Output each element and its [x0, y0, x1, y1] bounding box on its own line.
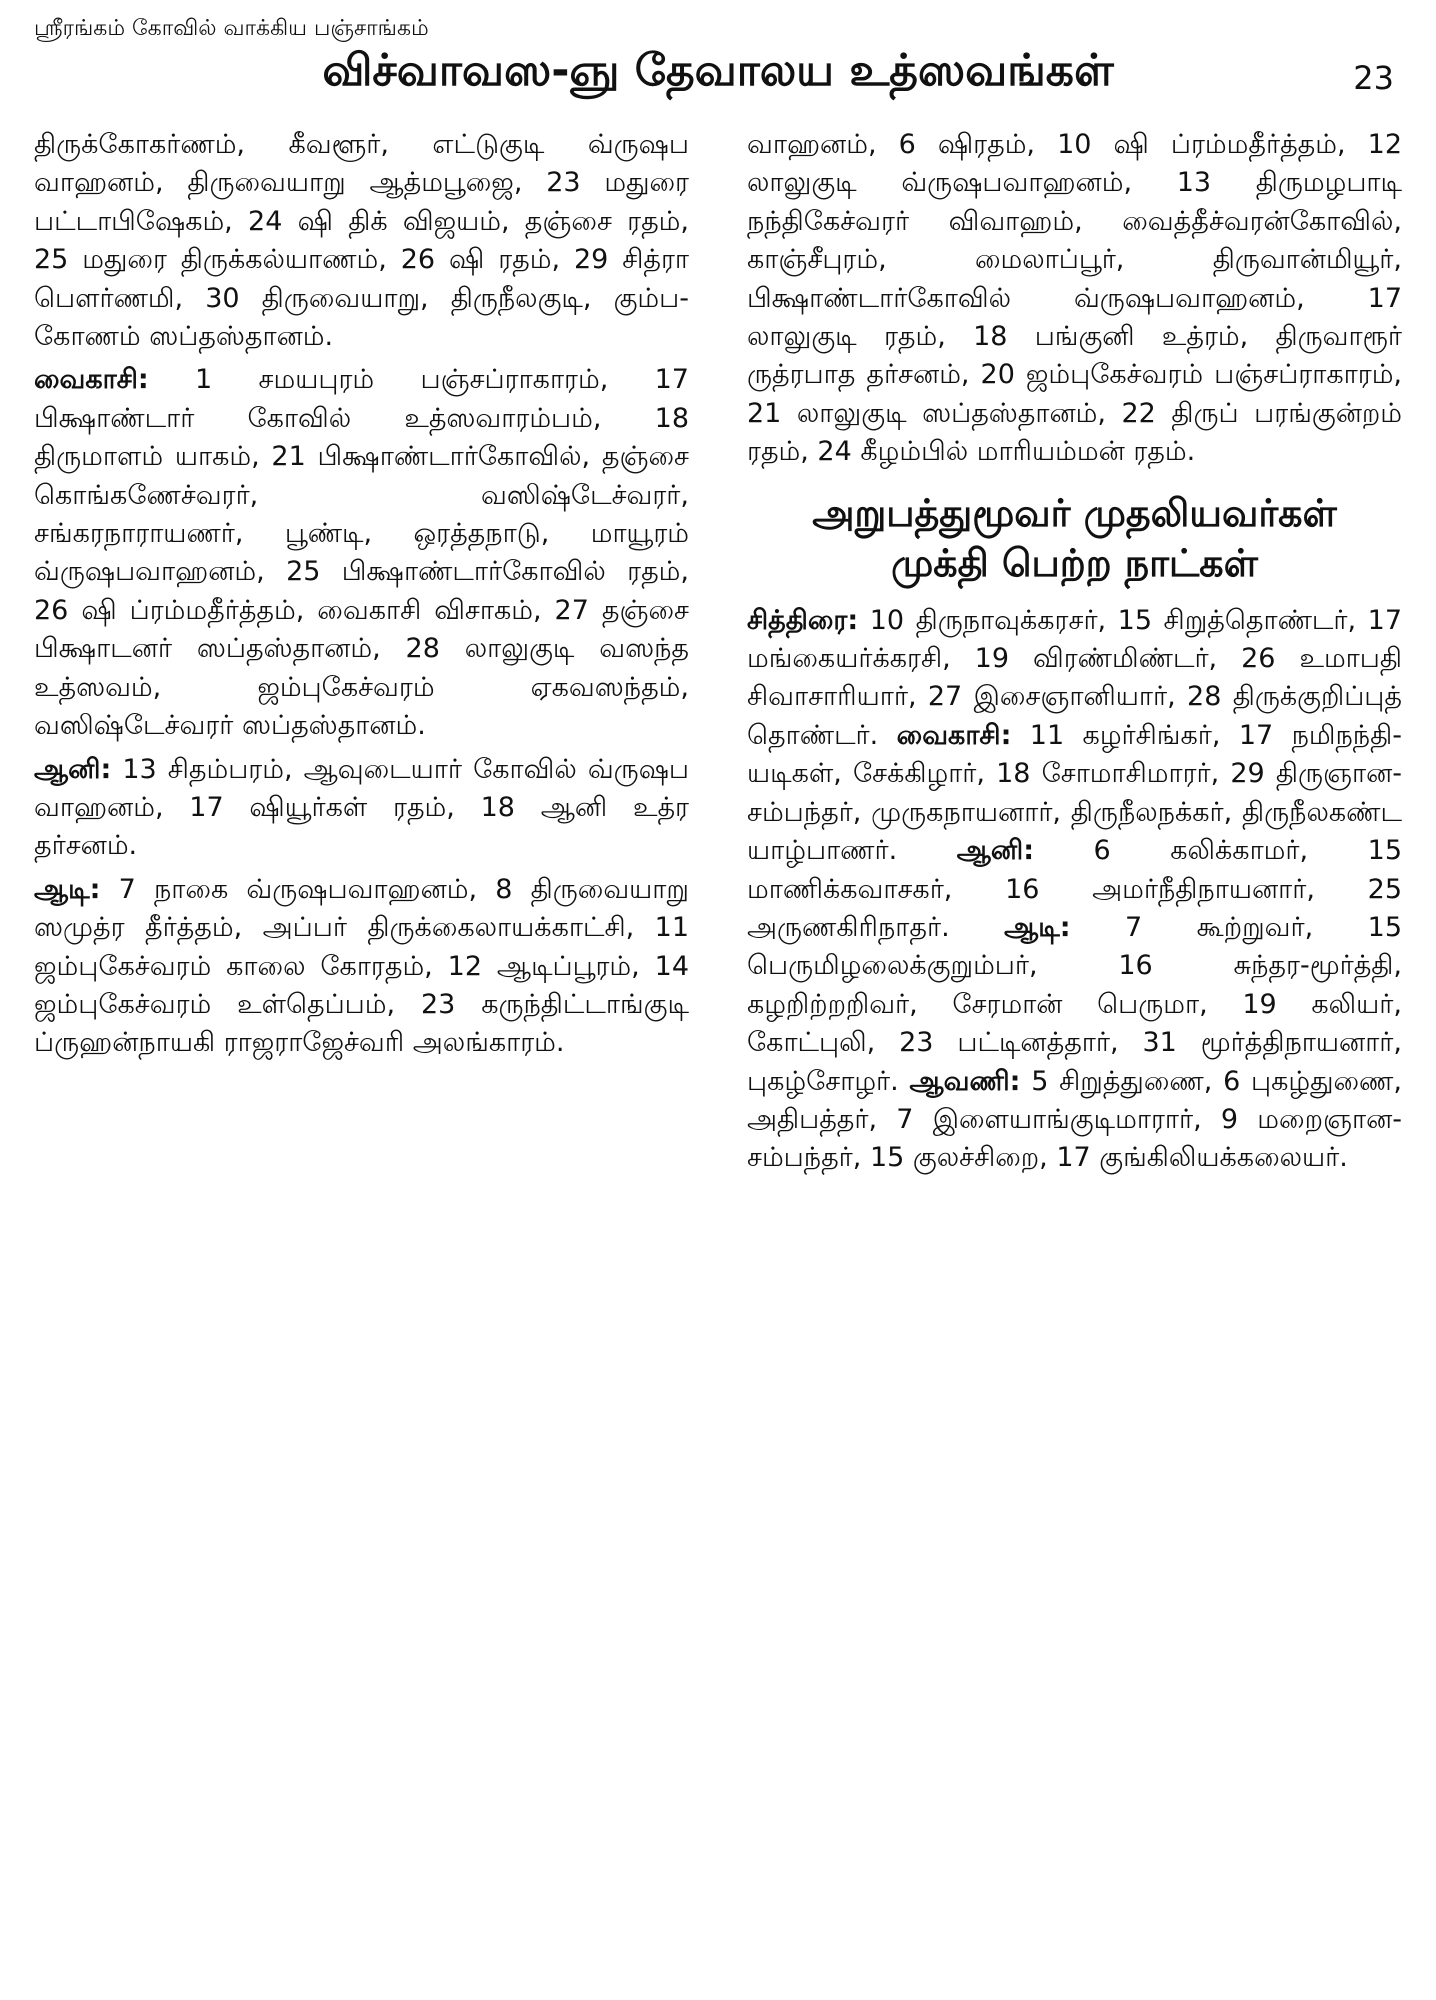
month-paragraph-aadi: [34, 871, 689, 1063]
section-heading-line: முக்தி பெற்ற நாட்கள்: [891, 540, 1258, 585]
saints-text: 10 திருநாவுக்கரசர், 15 சிறுத்தொண்டர், 17 மங்கையர்க்கரசி, 19 விரண்மிண்டர், 26 உமாபதி சிவாசாரியார், 27 இசைஞானியார், 28 திருக்குறிப்புத் தொண்டர்.: [747, 604, 1402, 751]
month-label: வைகாசி:: [896, 719, 1012, 751]
month-label: ஆனி:: [956, 835, 1035, 867]
saints-paragraph: [747, 602, 1402, 1178]
saints-text: 6 கலிக்காமர், 15 மாணிக்கவாசகர், 16 அமர்நீதிநாயனார், 25 அருணகிரிநாதர்.: [747, 835, 1402, 943]
saints-text: 11 கழர்சிங்கர், 17 நமிநந்தி-யடிகள், சேக்கிழார், 18 சோமாசிமாரர், 29 திருஞான-சம்பந்தர், முருகநாயனார், திருநீலநக்கர், திருநீலகண்ட யாழ்பாணர்.: [747, 719, 1402, 867]
month-paragraph-vaikasi: [34, 361, 689, 745]
saints-text: 7 கூற்றுவர், 15 பெருமிழலைக்குறும்பர், 16 சுந்தர-மூர்த்தி, கழறிற்றறிவர், சேரமான் பெருமா, 19 கலியர், கோட்புலி, 23 பட்டினத்தார், 31 மூர்த்திநாயனார், புகழ்சோழர்.: [747, 911, 1402, 1097]
month-paragraph-aani: [34, 751, 689, 866]
month-label: ஆவணி:: [909, 1065, 1021, 1097]
columns: [34, 126, 1402, 1183]
month-label: வைகாசி:: [34, 364, 149, 396]
month-text: 7 நாகை வ்ருஷபவாஹனம், 8 திருவையாறு ஸமுத்ர தீர்த்தம், அப்பர் திருக்கைலாயக்காட்சி, 11 ஜம்புகேச்வரம் காலை கோரதம், 12 ஆடிப்பூரம், 14 ஜம்புகேச்வரம் உள்தெப்பம், 23 கருந்திட்டாங்குடி ப்ருஹன்நாயகி ராஜராஜேச்வரி அலங்காரம்.: [34, 873, 689, 1059]
month-text: 1 சமயபுரம் பஞ்சப்ராகாரம், 17 பிக்ஷாண்டார் கோவில் உத்ஸவாரம்பம், 18 திருமாளம் யாகம், 21 பிக்ஷாண்டார்கோவில், தஞ்சை கொங்கணேச்வரர், வஸிஷ்டேச்வரர், சங்கரநாராயணர், பூண்டி, ஒரத்தநாடு, மாயூரம் வ்ருஷபவாஹனம், 25 பிக்ஷாண்டார்கோவில் ரதம், 26 ஷி ப்ரம்மதீர்த்தம், வைகாசி விசாகம், 27 தஞ்சை பிக்ஷாடனர் ஸப்தஸ்தானம், 28 லாலுகுடி வஸந்த உத்ஸவம், ஜம்புகேச்வரம் ஏகவஸந்தம், வஸிஷ்டேச்வரர் ஸப்தஸ்தானம்.: [34, 364, 689, 742]
source-title: ஸ்ரீரங்கம் கோவில் வாக்கிய பஞ்சாங்கம்: [34, 16, 429, 41]
right-intro-paragraph: வாஹனம், 6 ஷிரதம், 10 ஷி ப்ரம்மதீர்த்தம், 12 லாலுகுடி வ்ருஷபவாஹனம், 13 திருமழபாடி நந்திகேச்வரர் விவாஹம், வைத்தீச்வரன்கோவில், காஞ்சீபுரம், மைலாப்பூர், திருவான்மியூர், பிக்ஷாண்டார்கோவில் வ்ருஷபவாஹனம், 17 லாலுகுடி ரதம், 18 பங்குனி உத்ரம், திருவாரூர் ருத்ரபாத தர்சனம், 20 ஜம்புகேச்வரம் பஞ்சப்ராகாரம், 21 லாலுகுடி ஸப்தஸ்தானம், 22 திருப் பரங்குன்றம் ரதம், 24 கீழம்பில் மாரியம்மன் ரதம்.: [747, 129, 1402, 468]
right-column: [747, 126, 1402, 1183]
month-label: ஆடி:: [34, 873, 101, 905]
left-column: [34, 126, 689, 1183]
page-header: [34, 14, 1402, 126]
section-heading-line: அறுபத்துமூவர் முதலியவர்கள்: [812, 490, 1337, 535]
saints-text: 5 சிறுத்துணை, 6 புகழ்துணை, அதிபத்தர், 7 இளையாங்குடிமாரார், 9 மறைஞான-சம்பந்தர், 15 குலச்சிறை, 17 குங்கிலியக்கலையர்.: [747, 1065, 1402, 1174]
page-number: 23: [1353, 59, 1394, 97]
section-heading-saints: [747, 488, 1402, 588]
month-label: சித்திரை:: [747, 604, 859, 636]
month-label: ஆனி:: [34, 753, 112, 785]
left-intro-paragraph: திருக்கோகர்ணம், கீவளூர், எட்டுகுடி வ்ருஷப வாஹனம், திருவையாறு ஆத்மபூஜை, 23 மதுரை பட்டாபிஷேகம், 24 ஷி திக் விஜயம், தஞ்சை ரதம், 25 மதுரை திருக்கல்யாணம், 26 ஷி ரதம், 29 சித்ரா பௌர்ணமி, 30 திருவையாறு, திருநீலகுடி, கும்ப-கோணம் ஸப்தஸ்தானம்.: [34, 129, 689, 353]
month-label: ஆடி:: [1004, 911, 1071, 943]
month-text: 13 சிதம்பரம், ஆவுடையார் கோவில் வ்ருஷப வாஹனம், 17 ஷியூர்கள் ரதம், 18 ஆனி உத்ர தர்சனம்.: [34, 753, 689, 862]
page-title: விச்வாவஸ-ஞு தேவாலய உத்ஸவங்கள்: [322, 45, 1114, 96]
